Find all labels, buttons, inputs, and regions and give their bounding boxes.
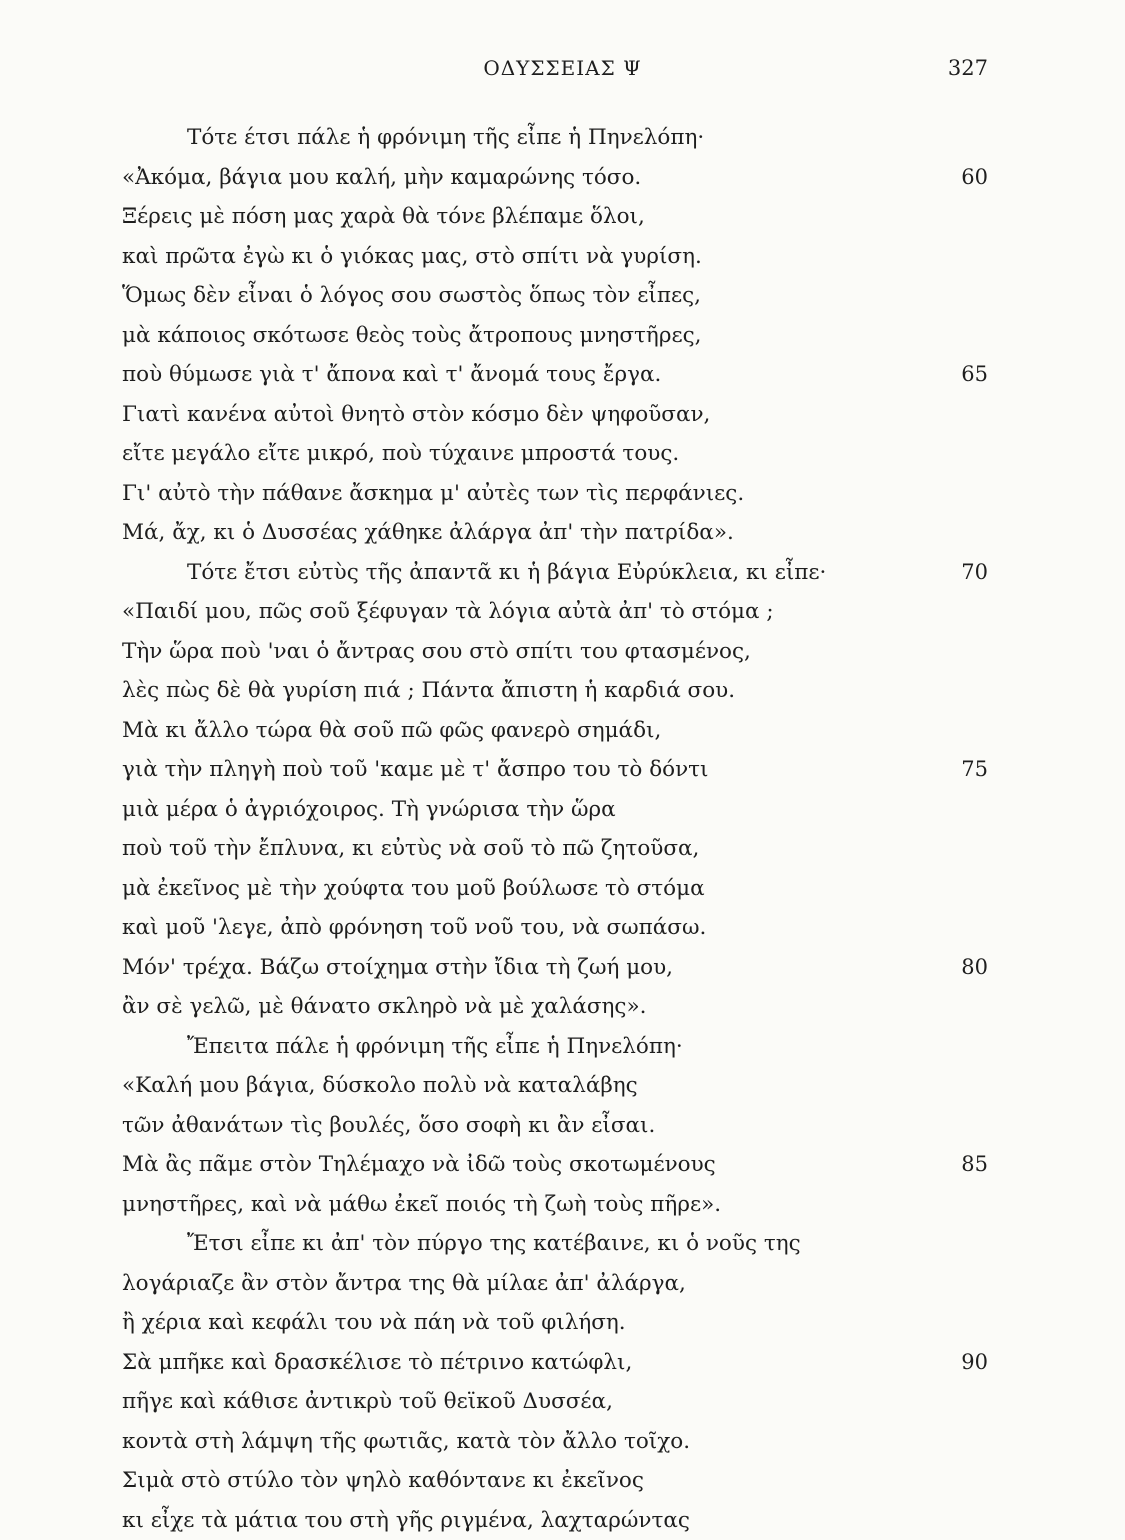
verse-line — [0, 1422, 1125, 1462]
verse-text: Γι' αὐτὸ τὴν πάθανε ἄσκημα μ' αὐτὲς των τὶς περφάνιες. — [122, 474, 744, 514]
verse-line — [0, 513, 1125, 553]
verse-text: «Καλή μου βάγια, δύσκολο πολὺ νὰ καταλάβης — [122, 1066, 638, 1106]
verse-line — [0, 158, 1125, 198]
verse-line — [0, 829, 1125, 869]
verse-text: εἴτε μεγάλο εἴτε μικρό, ποὺ τύχαινε μπροστά τους. — [122, 434, 679, 474]
verse-line — [0, 987, 1125, 1027]
verse-text: Ἔτσι εἶπε κι ἀπ' τὸν πύργο της κατέβαινε, κι ὁ νοῦς της — [187, 1224, 801, 1264]
verse-line — [0, 1501, 1125, 1540]
verse-text: λὲς πὼς δὲ θὰ γυρίση πιά ; Πάντα ἄπιστη ἡ καρδιά σου. — [122, 671, 735, 711]
verse-text: Τὴν ὥρα ποὺ 'ναι ὁ ἄντρας σου στὸ σπίτι του φτασμένος, — [122, 632, 751, 672]
verse-text: Μὰ ἂς πᾶμε στὸν Τηλέμαχο νὰ ἰδῶ τοὺς σκοτωμένους — [122, 1145, 716, 1185]
verse-line — [0, 711, 1125, 751]
verse-line — [0, 790, 1125, 830]
verse-block — [0, 118, 1125, 1540]
verse-text: καὶ μοῦ 'λεγε, ἀπὸ φρόνηση τοῦ νοῦ του, νὰ σωπάσω. — [122, 908, 706, 948]
verse-line — [0, 118, 1125, 158]
verse-line — [0, 1264, 1125, 1304]
line-number: 80 — [961, 948, 988, 988]
line-number: 60 — [961, 158, 988, 198]
page-number: 327 — [948, 56, 988, 80]
verse-line — [0, 750, 1125, 790]
verse-text: Τότε έτσι πάλε ἡ φρόνιμη τῆς εἶπε ἡ Πηνελόπη· — [187, 118, 704, 158]
verse-text: γιὰ τὴν πληγὴ ποὺ τοῦ 'καμε μὲ τ' ἄσπρο του τὸ δόντι — [122, 750, 708, 790]
verse-text: ποὺ τοῦ τὴν ἔπλυνα, κι εὐτὺς νὰ σοῦ τὸ πῶ ζητοῦσα, — [122, 829, 699, 869]
verse-line — [0, 1303, 1125, 1343]
verse-text: Μὰ κι ἄλλο τώρα θὰ σοῦ πῶ φῶς φανερὸ σημάδι, — [122, 711, 661, 751]
verse-text: Ὅμως δὲν εἶναι ὁ λόγος σου σωστὸς ὅπως τὸν εἶπες, — [122, 276, 701, 316]
verse-text: Ἔπειτα πάλε ἡ φρόνιμη τῆς εἶπε ἡ Πηνελόπη· — [187, 1027, 683, 1067]
verse-line — [0, 474, 1125, 514]
verse-text: «Ἀκόμα, βάγια μου καλή, μὴν καμαρώνης τόσο. — [122, 158, 641, 198]
line-number: 70 — [961, 553, 988, 593]
verse-text: μνηστῆρες, καὶ νὰ μάθω ἐκεῖ ποιός τὴ ζωὴ τοὺς πῆρε». — [122, 1185, 721, 1225]
line-number: 75 — [961, 750, 988, 790]
verse-line — [0, 237, 1125, 277]
verse-line — [0, 553, 1125, 593]
verse-line — [0, 1343, 1125, 1383]
verse-line — [0, 869, 1125, 909]
page-header — [0, 56, 1125, 92]
verse-text: μιὰ μέρα ὁ ἀγριόχοιρος. Τὴ γνώρισα τὴν ὥρα — [122, 790, 616, 830]
verse-line — [0, 1066, 1125, 1106]
verse-text: Μά, ἄχ, κι ὁ Δυσσέας χάθηκε ἀλάργα ἀπ' τὴν πατρίδα». — [122, 513, 734, 553]
verse-text: Γιατὶ κανένα αὐτοὶ θνητὸ στὸν κόσμο δὲν ψηφοῦσαν, — [122, 395, 710, 435]
verse-line — [0, 671, 1125, 711]
line-number: 65 — [961, 355, 988, 395]
verse-text: Σὰ μπῆκε καὶ δρασκέλισε τὸ πέτρινο κατώφλι, — [122, 1343, 632, 1383]
verse-line — [0, 197, 1125, 237]
verse-line — [0, 276, 1125, 316]
verse-text: «Παιδί μου, πῶς σοῦ ξέφυγαν τὰ λόγια αὐτὰ ἀπ' τὸ στόμα ; — [122, 592, 774, 632]
verse-line — [0, 948, 1125, 988]
verse-text: πῆγε καὶ κάθισε ἀντικρὺ τοῦ θεϊκοῦ Δυσσέα, — [122, 1382, 613, 1422]
verse-text: Μόν' τρέχα. Βάζω στοίχημα στὴν ἴδια τὴ ζωή μου, — [122, 948, 673, 988]
verse-line — [0, 1185, 1125, 1225]
verse-text: μὰ ἐκεῖνος μὲ τὴν χούφτα του μοῦ βούλωσε τὸ στόμα — [122, 869, 705, 909]
verse-line — [0, 1461, 1125, 1501]
verse-line — [0, 1027, 1125, 1067]
verse-line — [0, 1382, 1125, 1422]
verse-line — [0, 316, 1125, 356]
verse-text: καὶ πρῶτα ἐγὼ κι ὁ γιόκας μας, στὸ σπίτι νὰ γυρίση. — [122, 237, 702, 277]
verse-line — [0, 632, 1125, 672]
verse-line — [0, 1145, 1125, 1185]
verse-line — [0, 1224, 1125, 1264]
line-number: 85 — [961, 1145, 988, 1185]
verse-text: κι εἶχε τὰ μάτια του στὴ γῆς ριγμένα, λαχταρώντας — [122, 1501, 690, 1540]
verse-text: ἢ χέρια καὶ κεφάλι του νὰ πάη νὰ τοῦ φιλήση. — [122, 1303, 626, 1343]
verse-line — [0, 395, 1125, 435]
verse-line — [0, 592, 1125, 632]
verse-text: μὰ κάποιος σκότωσε θεὸς τοὺς ἄτροπους μνηστῆρες, — [122, 316, 701, 356]
line-number: 90 — [961, 1343, 988, 1383]
verse-line — [0, 908, 1125, 948]
verse-text: λογάριαζε ἂν στὸν ἄντρα της θὰ μίλαε ἀπ' ἀλάργα, — [122, 1264, 686, 1304]
verse-text: τῶν ἀθανάτων τὶς βουλές, ὅσο σοφὴ κι ἂν εἶσαι. — [122, 1106, 655, 1146]
verse-line — [0, 434, 1125, 474]
verse-text: ἂν σὲ γελῶ, μὲ θάνατο σκληρὸ νὰ μὲ χαλάσης». — [122, 987, 646, 1027]
verse-line — [0, 1106, 1125, 1146]
verse-text: Σιμὰ στὸ στύλο τὸν ψηλὸ καθόντανε κι ἐκεῖνος — [122, 1461, 644, 1501]
verse-text: ποὺ θύμωσε γιὰ τ' ἄπονα καὶ τ' ἄνομά τους ἔργα. — [122, 355, 661, 395]
verse-text: κοντὰ στὴ λάμψη τῆς φωτιᾶς, κατὰ τὸν ἄλλο τοῖχο. — [122, 1422, 690, 1462]
verse-line — [0, 355, 1125, 395]
verse-text: Ξέρεις μὲ πόση μας χαρὰ θὰ τόνε βλέπαμε ὅλοι, — [122, 197, 645, 237]
running-title: ΟΔΥΣΣΕΙΑΣ Ψ — [0, 56, 1125, 80]
verse-text: Τότε ἔτσι εὐτὺς τῆς ἀπαντᾶ κι ἡ βάγια Εὐρύκλεια, κι εἶπε· — [187, 553, 826, 593]
